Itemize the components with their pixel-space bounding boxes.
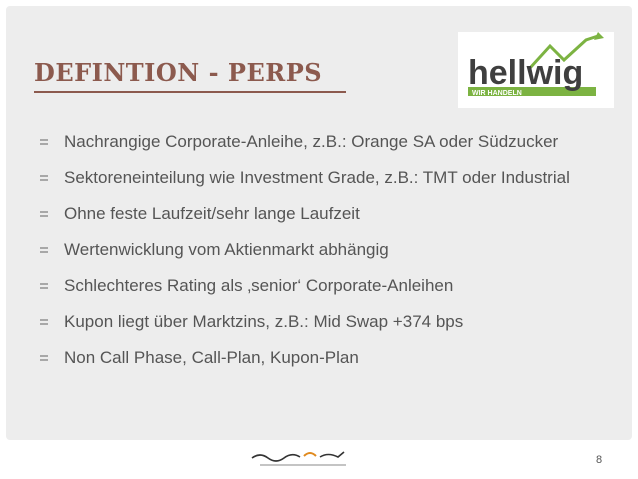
bullet-item [40, 128, 600, 156]
page-number: 8 [596, 454, 603, 466]
footer-logo-graphic [248, 448, 358, 470]
bullet-icon [40, 139, 48, 145]
bullet-item [40, 344, 600, 372]
logo-tagline: WIR HANDELN [472, 90, 522, 97]
bullet-icon [40, 319, 48, 325]
bullet-text: Kupon liegt über Marktzins, z.B.: Mid Swap +374 bps [64, 312, 464, 331]
slide [6, 6, 632, 440]
bullet-item [40, 164, 600, 192]
slide-title: DEFINTION - PERPS [34, 58, 323, 87]
bullet-text: Schlechteres Rating als ‚senior‘ Corporate-Anleihen [64, 276, 454, 295]
bullet-item [40, 236, 600, 264]
bullet-item [40, 200, 600, 228]
bullet-icon [40, 283, 48, 289]
hellwig-logo-graphic [458, 32, 614, 108]
bullet-icon [40, 175, 48, 181]
bullet-text: Ohne feste Laufzeit/sehr lange Laufzeit [64, 204, 360, 223]
bullet-icon [40, 211, 48, 217]
footer-logo [248, 448, 358, 475]
bullet-text: Non Call Phase, Call-Plan, Kupon-Plan [64, 348, 359, 367]
bullet-item [40, 308, 600, 336]
bullet-text: Nachrangige Corporate-Anleihe, z.B.: Orange SA oder Südzucker [64, 132, 559, 151]
bullet-icon [40, 247, 48, 253]
bullet-item [40, 272, 600, 300]
bullet-text: Sektoreneinteilung wie Investment Grade, z.B.: TMT oder Industrial [64, 168, 570, 187]
hellwig-logo [458, 32, 614, 108]
bullet-icon [40, 355, 48, 361]
bullet-list [40, 128, 600, 380]
logo-wordmark: hellwig [468, 54, 584, 92]
bullet-text: Wertenwicklung vom Aktienmarkt abhängig [64, 240, 389, 259]
title-underline [34, 91, 346, 93]
